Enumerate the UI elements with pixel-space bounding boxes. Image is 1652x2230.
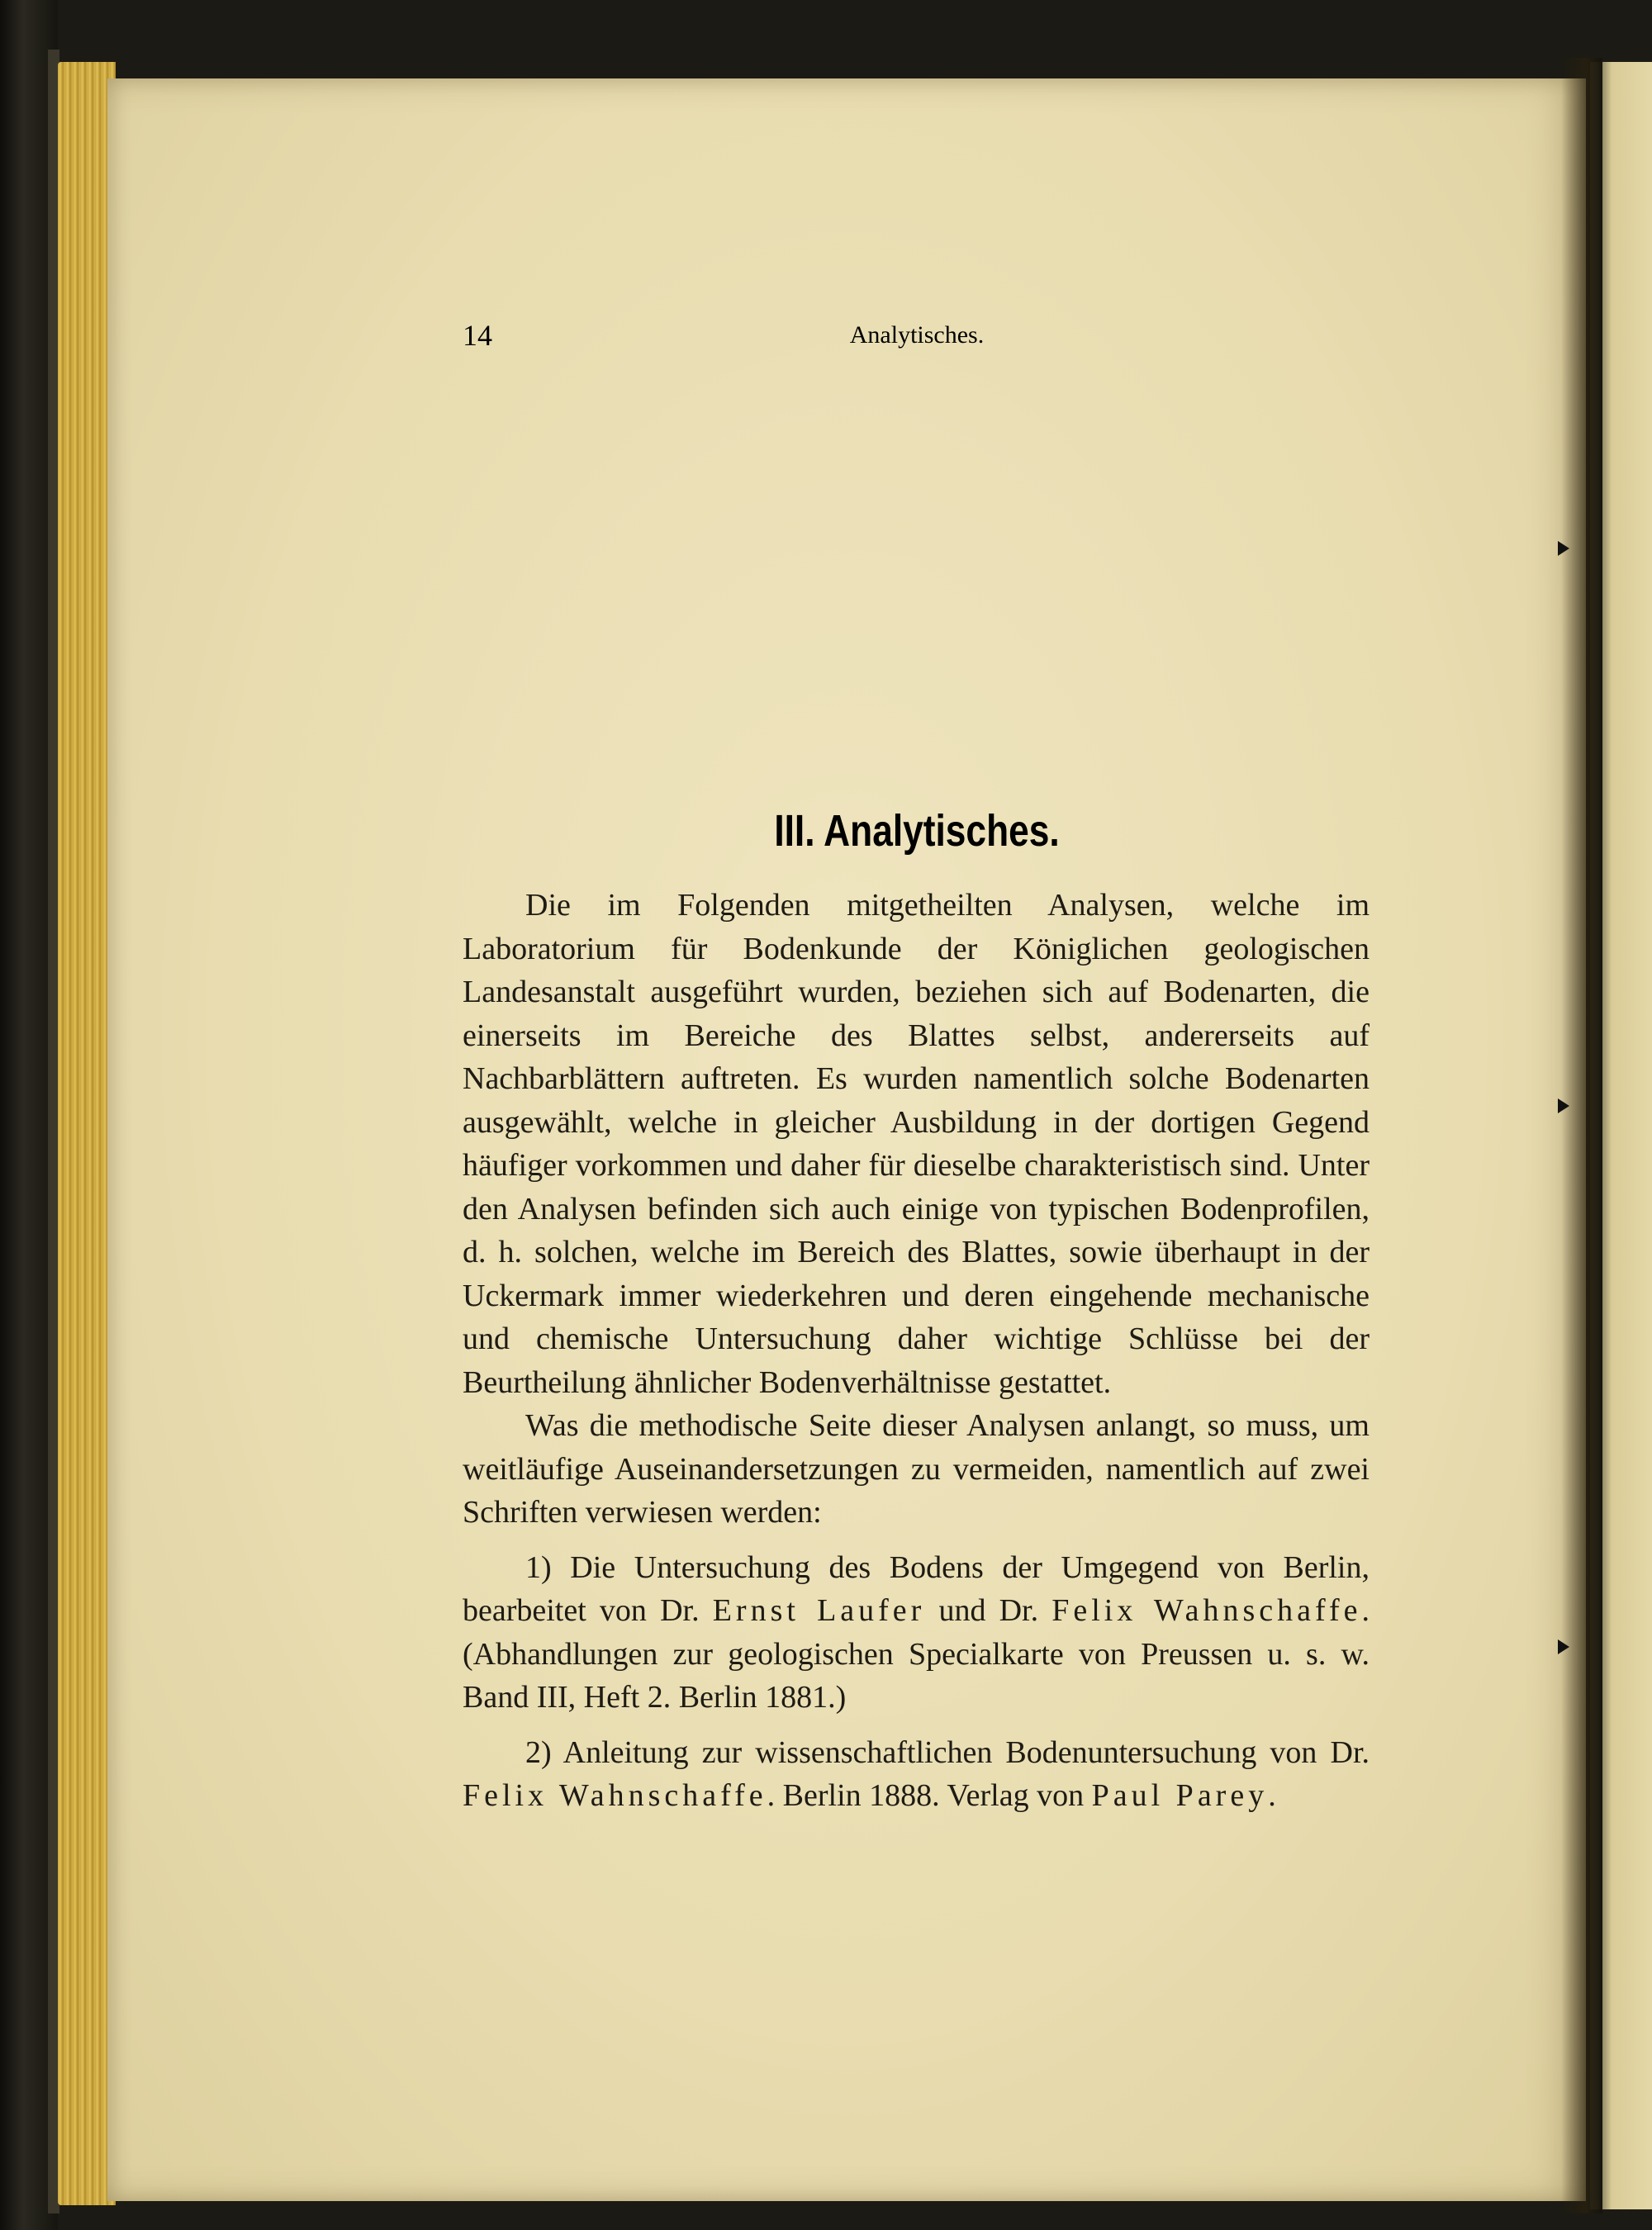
- body-text: [463, 884, 1370, 1818]
- reference-text: . Berlin 1888. Verlag von: [767, 1778, 1085, 1813]
- author-name: Ernst Laufer: [712, 1593, 926, 1628]
- reference-item: [463, 1546, 1370, 1720]
- margin-mark: [1558, 1639, 1569, 1654]
- page-number: 14: [463, 319, 492, 352]
- reference-text: 1) Die Untersuchung des Bodens der Umgegend von Berlin, bearbeitet von Dr.: [463, 1549, 1370, 1628]
- reference-item: [463, 1731, 1370, 1818]
- paragraph: Was die methodische Seite dieser Analysen anlangt, so muss, um weitläufige Auseinandersetzungen zu vermeiden, namentlich auf zwei Schriften verwiesen werden:: [463, 1408, 1370, 1530]
- running-head-title: Analytisches.: [849, 321, 985, 349]
- reference-text: 2) Anleitung zur wissenschaftlichen Bodenuntersuchung von Dr.: [525, 1734, 1370, 1770]
- margin-mark: [1558, 541, 1569, 556]
- running-head: [463, 318, 1371, 359]
- paragraph: Die im Folgenden mitgetheilten Analysen, welche im Laboratorium für Bodenkunde der Königlichen geologischen Landesanstalt ausgeführt wurden, beziehen sich auf Bodenarten, die einerseits im Bereiche des Blattes selbst, andererseits auf Nachbarblättern auftreten. Es wurden namentlich solche Bodenarten ausgewählt, welche in gleicher Ausbildung in der dortigen Gegend häufiger vorkommen und daher für dieselbe charakteristisch sind. Unter den Analysen befinden sich auch einige von typischen Bodenprofilen, d. h. solchen, welche im Bereich des Blattes, sowie überhaupt in der Uckermark immer wiederkehren und deren eingehende mechanische und chemische Untersuchung daher wichtige Schlüsse bei der Beurtheilung ähnlicher Bodenverhältnisse gestattet.: [463, 888, 1370, 1400]
- reference-text: . (Abhandlungen zur geologischen Specialkarte von Preussen u. s. w. Band III, Heft 2. Berlin 1881.): [463, 1593, 1370, 1715]
- page-gutter-shadow: [1561, 58, 1602, 2213]
- margin-mark: [1558, 1098, 1569, 1113]
- chapter-heading: III. Analytisches.: [774, 806, 1060, 856]
- reference-text: und Dr.: [938, 1593, 1039, 1628]
- publisher-name: Paul Parey: [1091, 1778, 1269, 1813]
- author-name: Felix Wahnschaffe: [1051, 1593, 1362, 1628]
- reference-text: .: [1268, 1778, 1276, 1813]
- author-name: Felix Wahnschaffe: [463, 1778, 767, 1813]
